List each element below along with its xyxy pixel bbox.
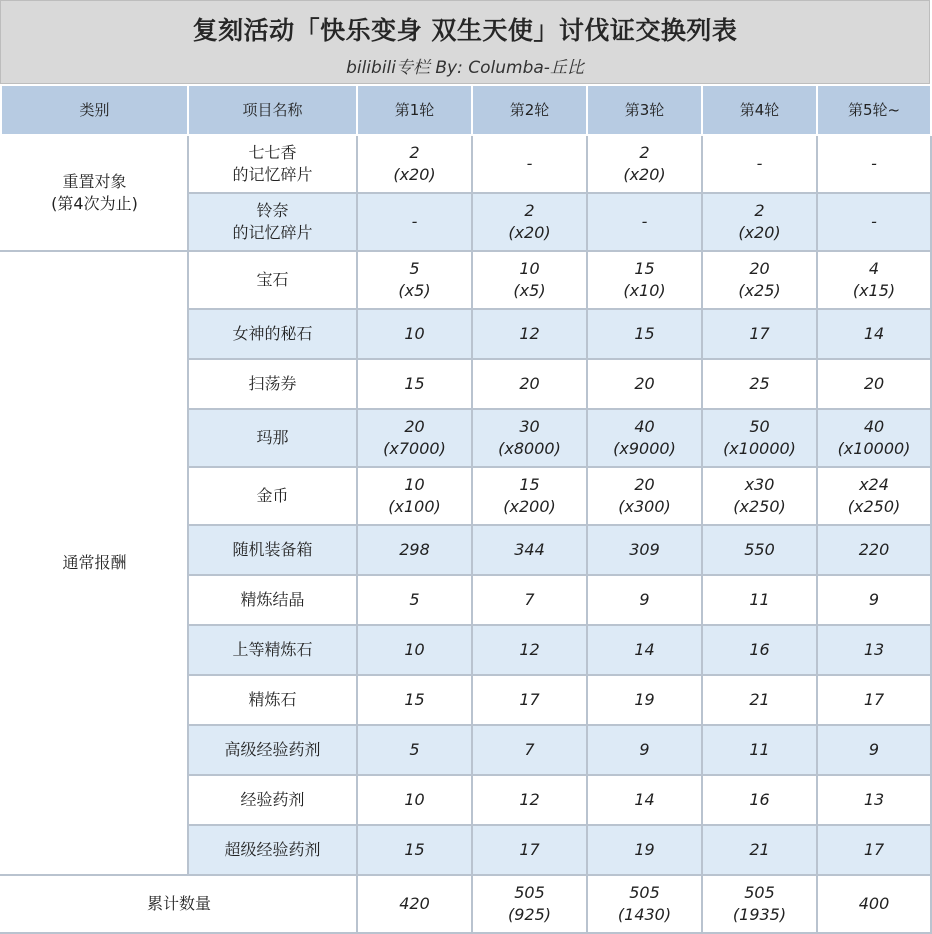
round-5-cell [817,625,931,675]
cell-line: (1430) [617,905,672,924]
page-subtitle: bilibili专栏 By: Columba-丘比 [346,58,584,78]
round-5-cell [817,409,931,467]
cell-line: 17 [863,840,885,859]
cell-line: - [411,212,418,231]
cell-line: 20 [634,475,655,494]
cell-line: 上等精炼石 [232,640,313,659]
round-4-cell [702,359,817,409]
item-name-cell [188,135,357,193]
header-category: 类别 [1,85,188,135]
cell-line: - [756,154,763,173]
cell-line: 400 [858,894,890,913]
cell-line: 15 [404,690,425,709]
cell-line: 30 [519,417,540,436]
item-name-cell [188,309,357,359]
cell-line: 2 [524,201,535,220]
cell-line: 20 [749,259,770,278]
round-4-cell [702,409,817,467]
round-3-cell [587,135,702,193]
total-round-1-cell [357,875,472,933]
cell-line: 505 [744,883,775,902]
cell-line: (x20) [508,223,551,242]
round-1-cell [357,309,472,359]
cell-line: (x8000) [498,439,561,458]
exchange-table [0,84,932,934]
cell-line: 21 [749,840,770,859]
round-2-cell [472,135,587,193]
round-4-cell [702,725,817,775]
cell-line: 16 [749,790,770,809]
item-name-cell [188,625,357,675]
round-5-cell [817,575,931,625]
cell-line: 经验药剂 [240,790,305,809]
cell-line: 7 [524,590,535,609]
cell-line: 20 [863,374,885,393]
round-1-cell [357,775,472,825]
cell-line: (x10000) [723,439,796,458]
round-4-cell [702,193,817,251]
cell-line: 220 [858,540,890,559]
cell-line: 505 [629,883,660,902]
cell-line: 精炼结晶 [240,590,305,609]
round-3-cell [587,825,702,875]
round-2-cell [472,575,587,625]
round-2-cell [472,775,587,825]
total-round-4-cell [702,875,817,933]
cell-line: (x5) [398,281,431,300]
category-normal-reward [1,251,188,875]
round-1-cell [357,251,472,309]
cell-line: (925) [507,905,552,924]
round-1-cell [357,359,472,409]
round-3-cell [587,309,702,359]
cell-line: (第4次为止) [51,194,138,213]
round-2-cell [472,725,587,775]
round-1-cell [357,725,472,775]
cell-line: 17 [519,840,540,859]
cell-line: 七七香 [248,143,297,162]
cell-line: 10 [519,259,540,278]
round-5-cell [817,359,931,409]
cell-line: 女神的秘石 [232,324,313,343]
cell-line: 宝石 [256,270,289,289]
total-round-5-cell [817,875,931,933]
cell-line: - [641,212,648,231]
header-item-name: 项目名称 [188,85,357,135]
round-3-cell [587,625,702,675]
cell-line: 2 [639,143,650,162]
cell-line: 高级经验药剂 [224,740,321,759]
round-4-cell [702,625,817,675]
cell-line: - [526,154,533,173]
cell-line: x30 [744,475,775,494]
round-2-cell [472,525,587,575]
cell-line: 25 [749,374,770,393]
cell-line: (x5) [513,281,546,300]
item-name-cell [188,575,357,625]
cell-line: (x250) [733,497,786,516]
cell-line: 40 [634,417,655,436]
cell-line: 9 [868,590,880,609]
cell-line: (x200) [503,497,556,516]
round-1-cell [357,135,472,193]
cell-line: (1935) [732,905,787,924]
cell-line: 9 [868,740,880,759]
cell-line: (x15) [852,281,896,300]
round-1-cell [357,825,472,875]
round-4-cell [702,775,817,825]
title-block [0,0,930,84]
cell-line: 550 [744,540,775,559]
cell-line: (x100) [388,497,441,516]
table-row [1,135,931,193]
cell-line: (x9000) [613,439,676,458]
round-5-cell [817,193,931,251]
cell-line: 的记忆碎片 [232,223,313,242]
round-3-cell [587,193,702,251]
cell-line: 累计数量 [146,894,211,913]
cell-line: 14 [634,790,655,809]
round-1-cell [357,575,472,625]
total-round-3-cell [587,875,702,933]
round-4-cell [702,135,817,193]
cell-line: - [871,212,877,231]
header-round-5: 第5轮~ [817,85,931,135]
round-5-cell [817,251,931,309]
cell-line: 14 [863,324,885,343]
round-5-cell [817,675,931,725]
round-3-cell [587,725,702,775]
cell-line: 50 [749,417,770,436]
round-3-cell [587,359,702,409]
round-5-cell [817,825,931,875]
cell-line: 9 [639,590,650,609]
round-3-cell [587,525,702,575]
round-1-cell [357,467,472,525]
cell-line: 2 [754,201,765,220]
round-2-cell [472,625,587,675]
round-2-cell [472,825,587,875]
cell-line: 298 [399,540,430,559]
header-round-4: 第4轮 [702,85,817,135]
header-round-3: 第3轮 [587,85,702,135]
cell-line: 17 [519,690,540,709]
cell-line: 超级经验药剂 [224,840,321,859]
item-name-cell [188,525,357,575]
round-3-cell [587,675,702,725]
item-name-cell [188,725,357,775]
cell-line: 17 [863,690,885,709]
round-1-cell [357,525,472,575]
cell-line: (x250) [847,497,901,516]
round-3-cell [587,251,702,309]
total-label-cell [1,875,357,933]
cell-line: (x20) [393,165,436,184]
round-4-cell [702,467,817,525]
round-3-cell [587,575,702,625]
round-2-cell [472,359,587,409]
cell-line: 2 [409,143,420,162]
round-2-cell [472,409,587,467]
header-round-2: 第2轮 [472,85,587,135]
cell-line: 20 [634,374,655,393]
cell-line: 7 [524,740,535,759]
round-2-cell [472,467,587,525]
cell-line: 21 [749,690,770,709]
cell-line: 铃奈 [256,201,289,220]
round-4-cell [702,675,817,725]
cell-line: 19 [634,840,655,859]
cell-line: x24 [859,475,889,494]
cell-line: 金币 [256,486,289,505]
category-reset-target [1,135,188,251]
cell-line: 20 [519,374,540,393]
cell-line: 12 [519,324,540,343]
cell-line: 12 [519,640,540,659]
cell-line: (x25) [738,281,781,300]
cell-line: 扫荡券 [248,374,297,393]
cell-line: 5 [409,740,420,759]
item-name-cell [188,251,357,309]
cell-line: 10 [404,640,425,659]
round-3-cell [587,775,702,825]
cell-line: 10 [404,475,425,494]
cell-line: 9 [639,740,650,759]
cell-line: (x10) [623,281,666,300]
cell-line: (x20) [738,223,781,242]
cell-line: 12 [519,790,540,809]
round-2-cell [472,193,587,251]
round-1-cell [357,193,472,251]
cell-line: (x10000) [837,439,911,458]
cell-line: 17 [749,324,770,343]
cell-line: 19 [634,690,655,709]
round-5-cell [817,467,931,525]
item-name-cell [188,467,357,525]
item-name-cell [188,409,357,467]
round-5-cell [817,725,931,775]
round-5-cell [817,525,931,575]
cell-line: 11 [749,740,770,759]
header-row [1,85,931,135]
round-1-cell [357,675,472,725]
cell-line: (x300) [618,497,671,516]
round-5-cell [817,309,931,359]
item-name-cell [188,359,357,409]
cell-line: 玛那 [256,428,289,447]
round-2-cell [472,675,587,725]
cell-line: 420 [399,894,430,913]
cell-line: - [871,154,877,173]
cell-line: 344 [514,540,545,559]
cell-line: 14 [634,640,655,659]
cell-line: 13 [863,640,885,659]
cell-line: (x20) [623,165,666,184]
round-2-cell [472,309,587,359]
cell-line: (x7000) [383,439,446,458]
round-2-cell [472,251,587,309]
cell-line: 40 [863,417,885,436]
cell-line: 重置对象 [62,172,127,191]
cell-line: 5 [409,590,420,609]
cell-line: 4 [868,259,880,278]
header-round-1: 第1轮 [357,85,472,135]
round-3-cell [587,467,702,525]
cell-line: 13 [863,790,885,809]
round-4-cell [702,251,817,309]
cell-line: 15 [634,324,655,343]
cell-line: 10 [404,324,425,343]
cell-line: 505 [514,883,545,902]
total-row [1,875,931,933]
round-5-cell [817,135,931,193]
round-1-cell [357,625,472,675]
round-5-cell [817,775,931,825]
round-4-cell [702,309,817,359]
cell-line: 10 [404,790,425,809]
item-name-cell [188,775,357,825]
cell-line: 的记忆碎片 [232,165,313,184]
round-3-cell [587,409,702,467]
total-round-2-cell [472,875,587,933]
table-row [1,251,931,309]
page-title: 复刻活动「快乐变身 双生天使」讨伐证交换列表 [192,16,738,45]
cell-line: 11 [749,590,770,609]
round-4-cell [702,825,817,875]
round-4-cell [702,525,817,575]
cell-line: 15 [404,374,425,393]
cell-line: 随机装备箱 [232,540,313,559]
cell-line: 15 [404,840,425,859]
cell-line: 15 [519,475,540,494]
cell-line: 通常报酬 [62,553,127,572]
item-name-cell [188,675,357,725]
cell-line: 309 [629,540,660,559]
cell-line: 16 [749,640,770,659]
cell-line: 15 [634,259,655,278]
item-name-cell [188,193,357,251]
cell-line: 20 [404,417,425,436]
cell-line: 5 [409,259,420,278]
item-name-cell [188,825,357,875]
cell-line: 精炼石 [248,690,297,709]
round-1-cell [357,409,472,467]
round-4-cell [702,575,817,625]
